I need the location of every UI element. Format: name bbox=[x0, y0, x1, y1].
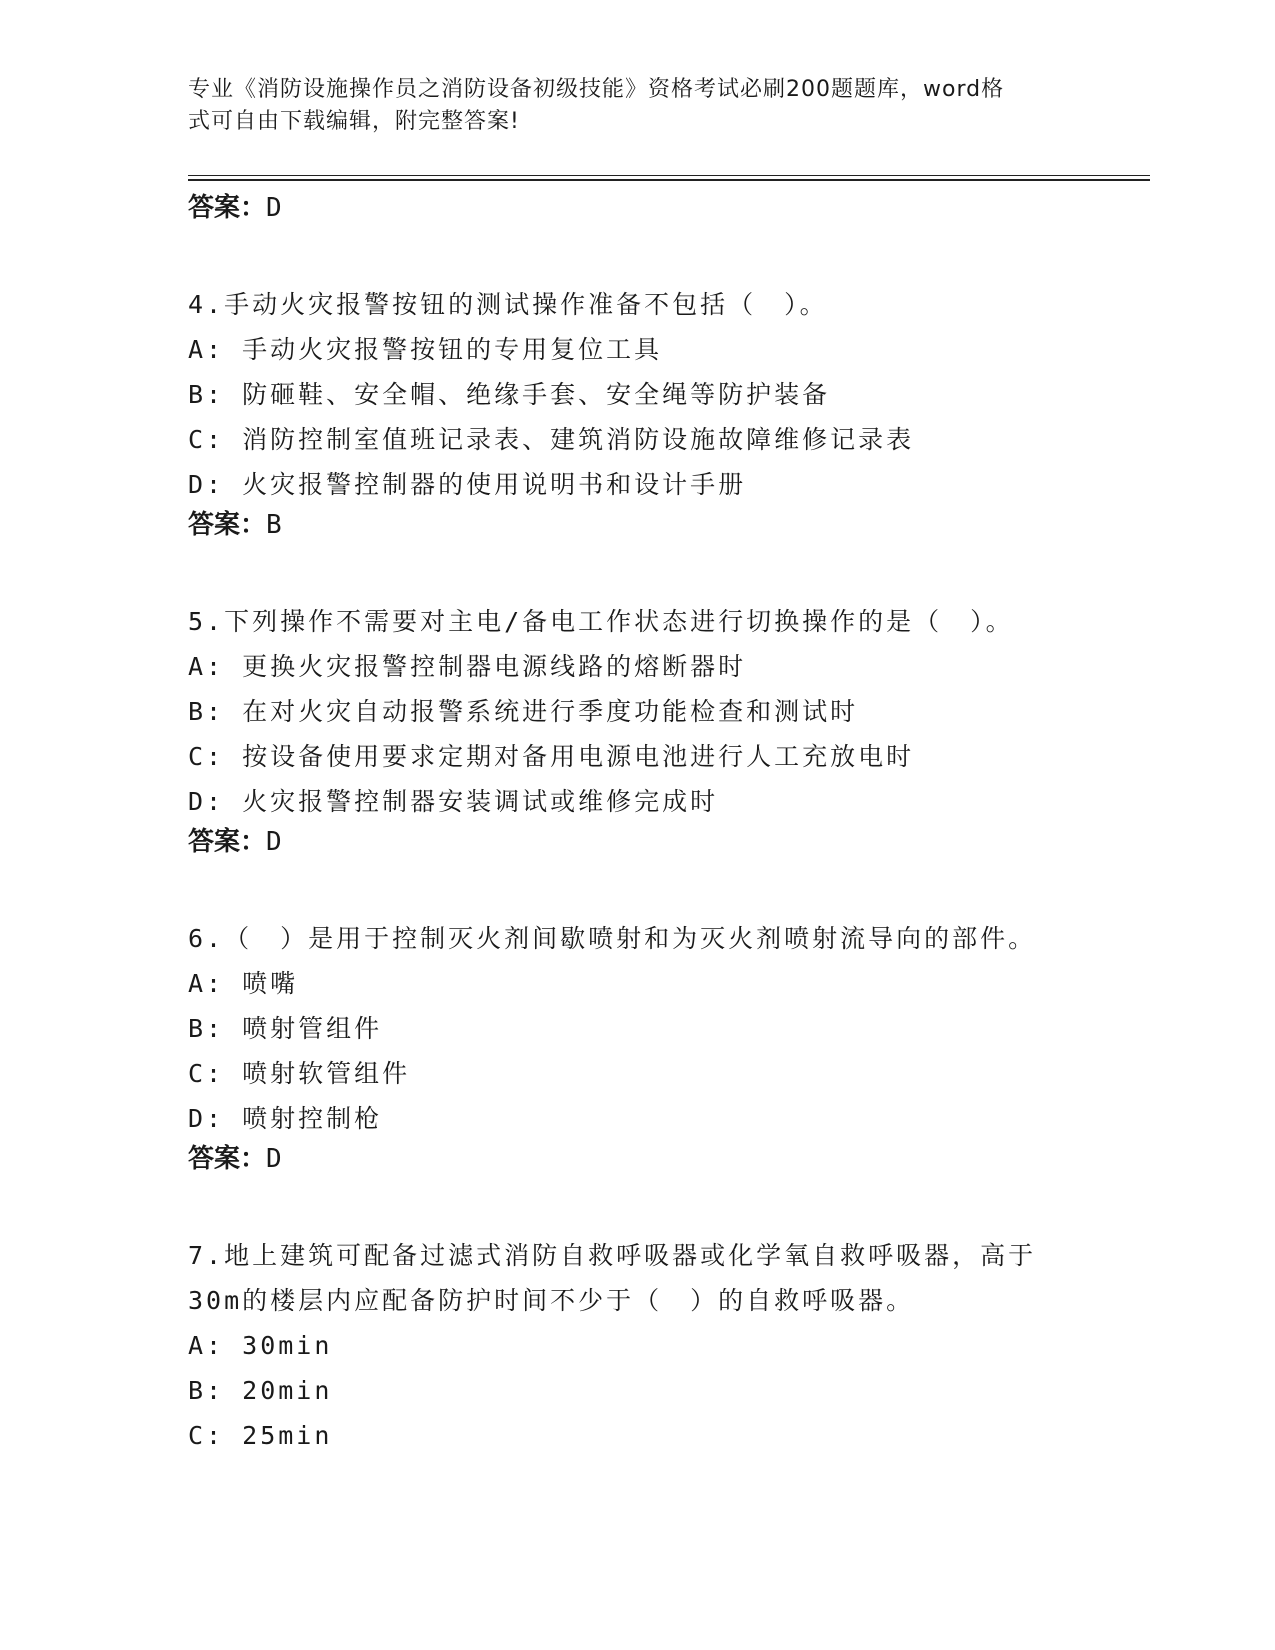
header-divider-thin bbox=[188, 175, 1150, 176]
option-b: B: 防砸鞋、安全帽、绝缘手套、安全绳等防护装备 bbox=[188, 380, 831, 409]
option-b: B: 在对火灾自动报警系统进行季度功能检查和测试时 bbox=[188, 697, 859, 726]
answer-label: 答案： bbox=[188, 510, 267, 540]
answer-value: D bbox=[266, 1144, 282, 1174]
option-a: A: 30min bbox=[188, 1331, 333, 1360]
option-a: A: 手动火灾报警按钮的专用复位工具 bbox=[188, 335, 663, 364]
option-a: A: 更换火灾报警控制器电源线路的熔断器时 bbox=[188, 652, 747, 681]
question-text-line-2: 30m的楼层内应配备防护时间不少于（ ）的自救呼吸器。 bbox=[188, 1286, 915, 1315]
answer-value: B bbox=[266, 510, 282, 540]
option-c: C: 消防控制室值班记录表、建筑消防设施故障维修记录表 bbox=[188, 425, 915, 454]
option-a: A: 喷嘴 bbox=[188, 969, 299, 998]
option-d: D: 火灾报警控制器的使用说明书和设计手册 bbox=[188, 470, 747, 499]
question-4 bbox=[188, 282, 1148, 543]
header-line-1: 专业《消防设施操作员之消防设备初级技能》资格考试必刷200题题库，word格 bbox=[188, 77, 1005, 102]
answer-line bbox=[188, 507, 1148, 543]
question-text: 6.（ ）是用于控制灭火剂间歇喷射和为灭火剂喷射流导向的部件。 bbox=[188, 924, 1037, 953]
question-6 bbox=[188, 916, 1148, 1177]
question-text: 5.下列操作不需要对主电/备电工作状态进行切换操作的是（ ）。 bbox=[188, 607, 1014, 636]
answer-value: D bbox=[266, 827, 282, 857]
answer-line bbox=[188, 1141, 1148, 1177]
option-c: C: 25min bbox=[188, 1421, 333, 1450]
document-header bbox=[188, 74, 1088, 138]
answer-label: 答案： bbox=[188, 193, 267, 223]
option-d: D: 喷射控制枪 bbox=[188, 1104, 383, 1133]
option-c: C: 按设备使用要求定期对备用电源电池进行人工充放电时 bbox=[188, 742, 915, 771]
question-7 bbox=[188, 1233, 1148, 1458]
option-b: B: 20min bbox=[188, 1376, 333, 1405]
answer-line bbox=[188, 824, 1148, 860]
answer-value: D bbox=[266, 193, 282, 223]
answer-line bbox=[188, 190, 1148, 226]
question-5 bbox=[188, 599, 1148, 860]
option-d: D: 火灾报警控制器安装调试或维修完成时 bbox=[188, 787, 719, 816]
question-text-line-1: 7.地上建筑可配备过滤式消防自救呼吸器或化学氧自救呼吸器，高于 bbox=[188, 1241, 1037, 1270]
answer-label: 答案： bbox=[188, 1144, 267, 1174]
header-line-2: 式可自由下载编辑，附完整答案! bbox=[188, 109, 520, 134]
option-c: C: 喷射软管组件 bbox=[188, 1059, 411, 1088]
option-b: B: 喷射管组件 bbox=[188, 1014, 383, 1043]
answer-label: 答案： bbox=[188, 827, 267, 857]
question-text: 4.手动火灾报警按钮的测试操作准备不包括（ ）。 bbox=[188, 290, 828, 319]
header-divider-thick bbox=[188, 179, 1150, 181]
question-list bbox=[188, 190, 1148, 1458]
